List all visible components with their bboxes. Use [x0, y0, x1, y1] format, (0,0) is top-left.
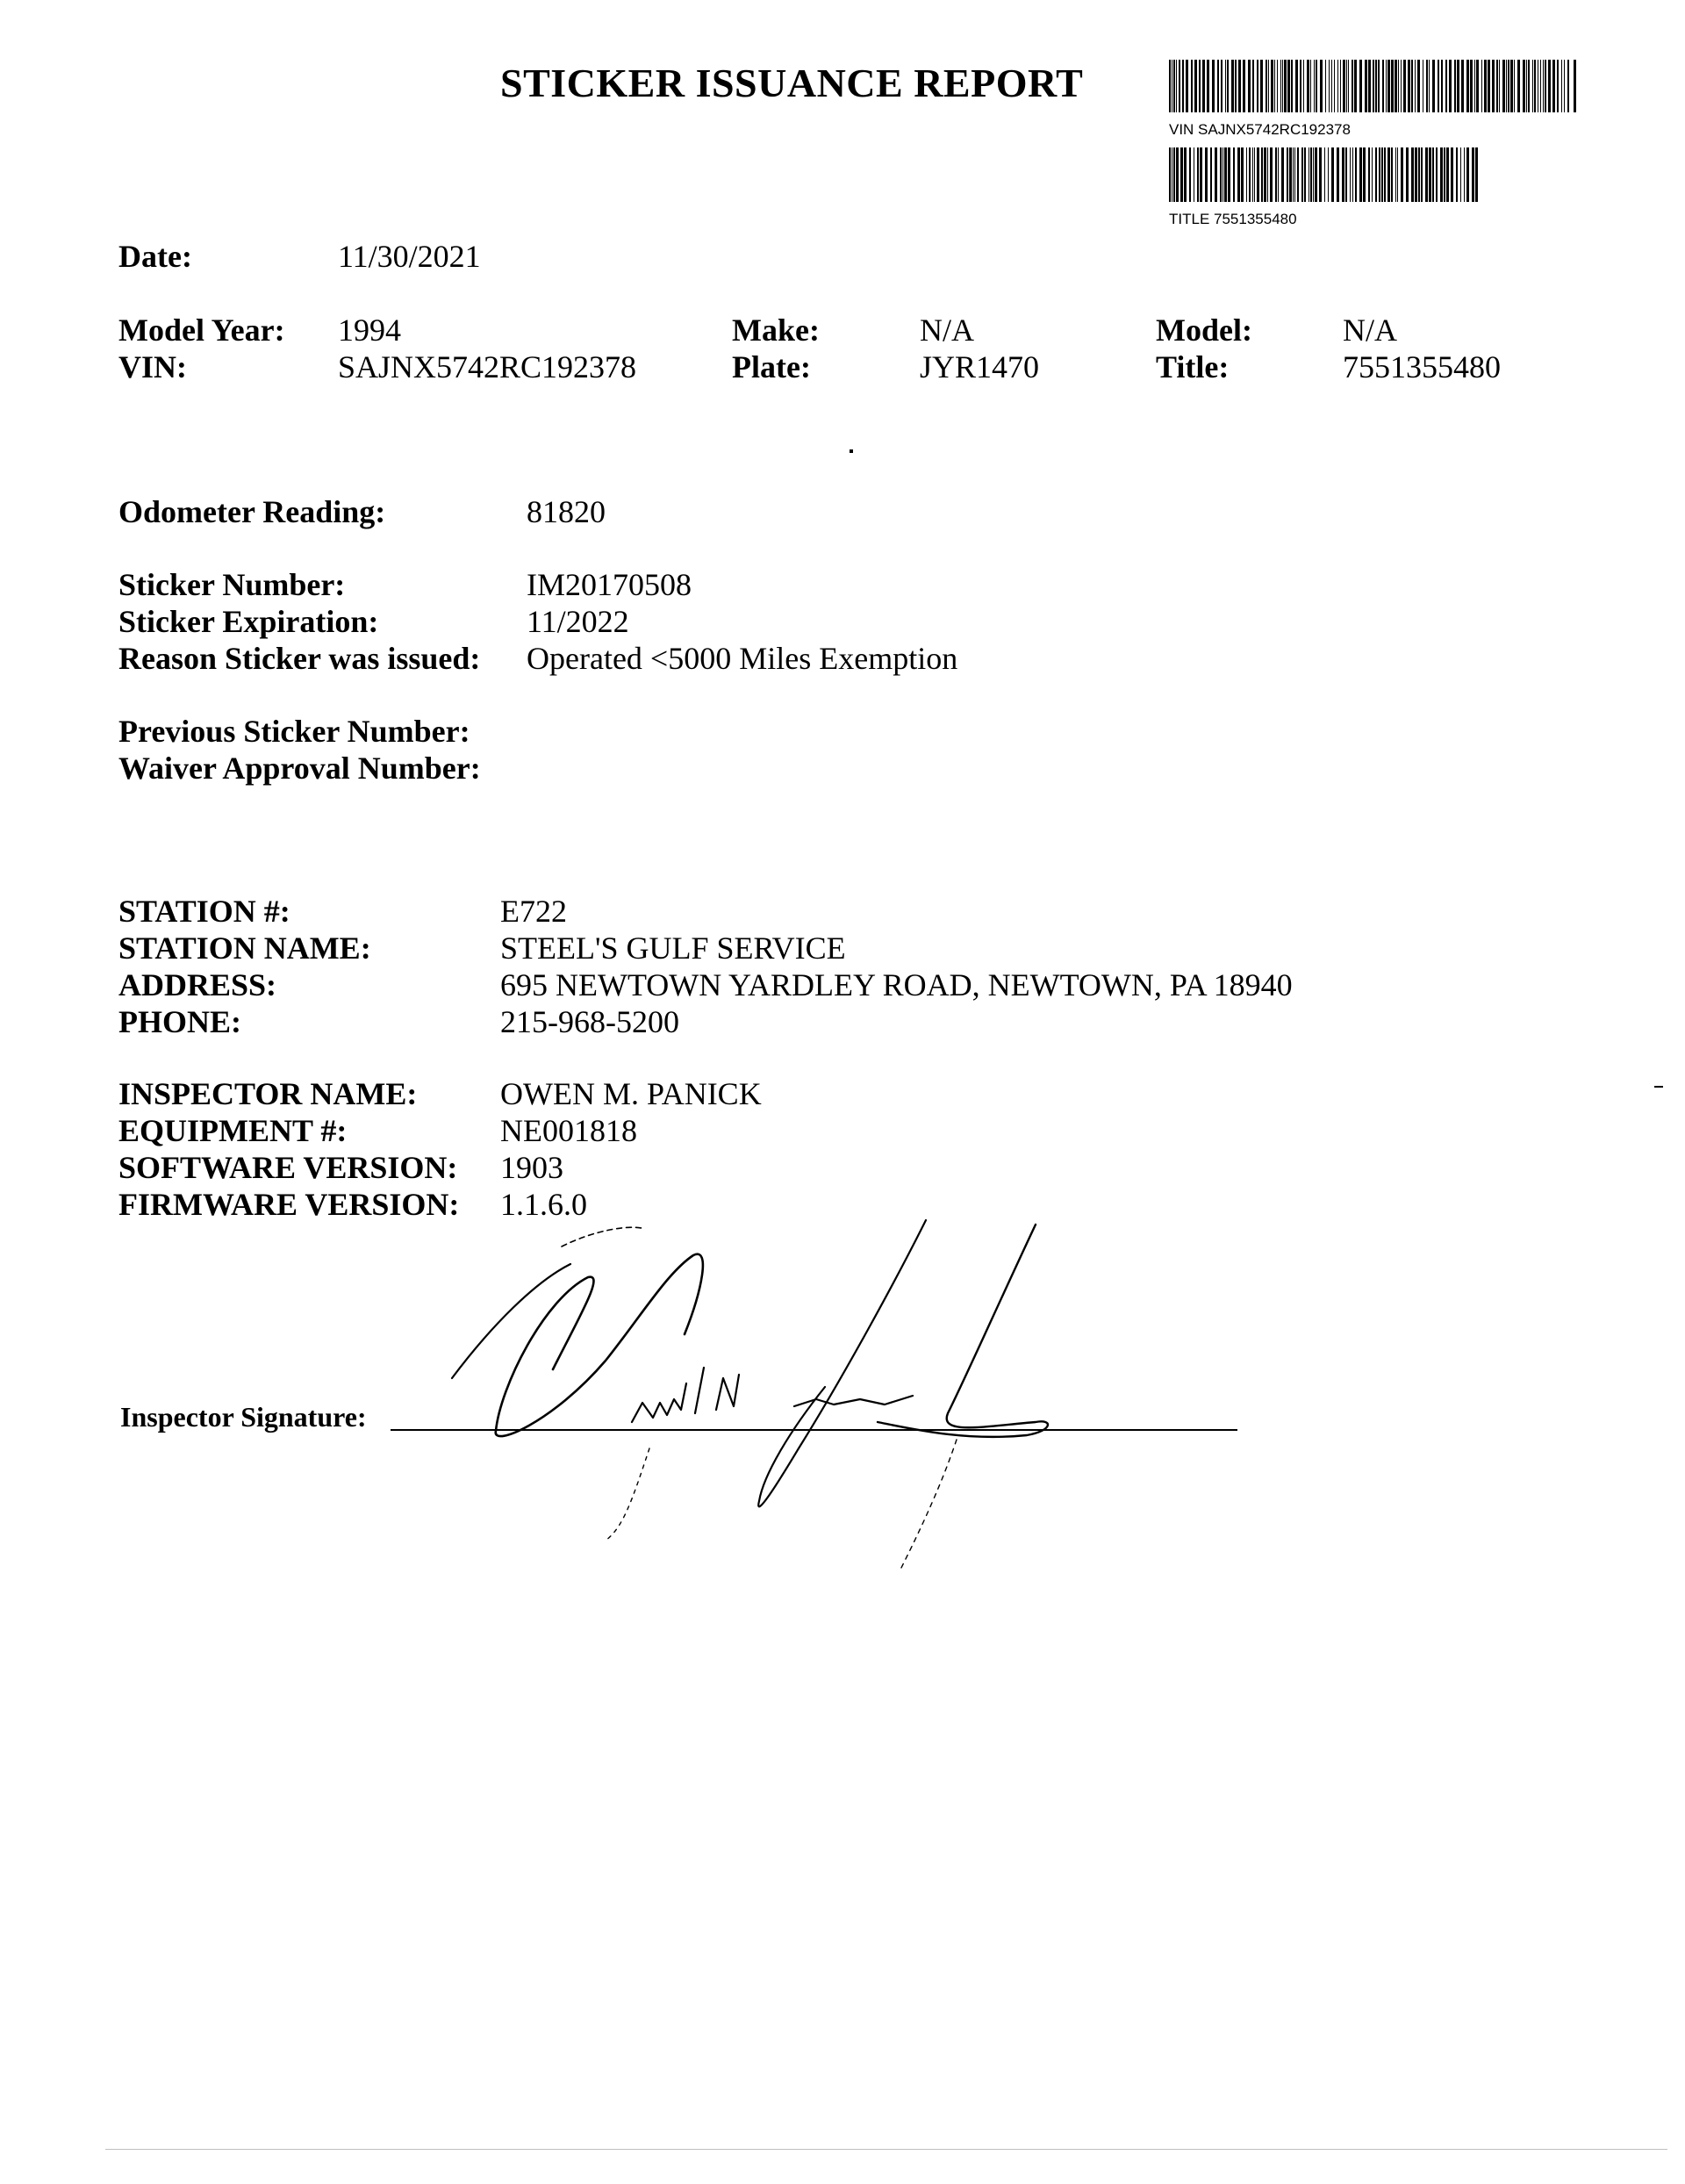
- station-name-label: STATION NAME:: [118, 930, 371, 966]
- plate-label: Plate:: [732, 349, 811, 384]
- waiver-approval-label: Waiver Approval Number:: [118, 751, 481, 786]
- station-number-label: STATION #:: [118, 894, 290, 929]
- firmware-version-label: FIRMWARE VERSION:: [118, 1187, 460, 1222]
- odometer-label: Odometer Reading:: [118, 494, 386, 529]
- firmware-version-value: 1.1.6.0: [500, 1187, 587, 1222]
- report-title: STICKER ISSUANCE REPORT: [500, 61, 1084, 105]
- title-barcode-caption: TITLE 7551355480: [1169, 211, 1297, 227]
- vin-barcode: [1169, 60, 1576, 112]
- scan-speck: [1654, 1086, 1663, 1088]
- sticker-number-value: IM20170508: [527, 567, 692, 602]
- station-address-value: 695 NEWTOWN YARDLEY ROAD, NEWTOWN, PA 18940: [500, 967, 1293, 1002]
- make-label: Make:: [732, 313, 820, 348]
- sticker-reason-value: Operated <5000 Miles Exemption: [527, 641, 958, 676]
- make-value: N/A: [920, 313, 974, 348]
- model-year-label: Model Year:: [118, 313, 285, 348]
- scan-mark-bottom: [105, 2149, 1667, 2150]
- model-label: Model:: [1156, 313, 1252, 348]
- station-phone-label: PHONE:: [118, 1004, 241, 1039]
- date-label: Date:: [118, 239, 192, 274]
- vin-barcode-caption: VIN SAJNX5742RC192378: [1169, 121, 1351, 138]
- station-phone-value: 215-968-5200: [500, 1004, 679, 1039]
- equipment-label: EQUIPMENT #:: [118, 1113, 348, 1148]
- barcode-icon: [1169, 147, 1478, 202]
- signature-label: Inspector Signature:: [120, 1401, 367, 1433]
- handwritten-signature: [421, 1211, 1211, 1580]
- sticker-reason-label: Reason Sticker was issued:: [118, 641, 481, 676]
- vin-value: SAJNX5742RC192378: [338, 349, 637, 384]
- software-version-value: 1903: [500, 1150, 563, 1185]
- title-value: 7551355480: [1343, 349, 1501, 384]
- equipment-value: NE001818: [500, 1113, 637, 1148]
- barcode-icon: [1169, 60, 1576, 112]
- station-name-value: STEEL'S GULF SERVICE: [500, 930, 846, 966]
- software-version-label: SOFTWARE VERSION:: [118, 1150, 458, 1185]
- plate-value: JYR1470: [920, 349, 1040, 384]
- previous-sticker-label: Previous Sticker Number:: [118, 714, 470, 749]
- station-number-value: E722: [500, 894, 567, 929]
- inspector-name-value: OWEN M. PANICK: [500, 1076, 762, 1111]
- scan-speck: [850, 449, 853, 453]
- date-value: 11/30/2021: [338, 239, 481, 274]
- odometer-value: 81820: [527, 494, 606, 529]
- sticker-number-label: Sticker Number:: [118, 567, 346, 602]
- model-value: N/A: [1343, 313, 1397, 348]
- sticker-expiration-value: 11/2022: [527, 604, 629, 639]
- sticker-expiration-label: Sticker Expiration:: [118, 604, 379, 639]
- model-year-value: 1994: [338, 313, 401, 348]
- title-label: Title:: [1156, 349, 1230, 384]
- station-address-label: ADDRESS:: [118, 967, 277, 1002]
- vin-label: VIN:: [118, 349, 187, 384]
- inspector-name-label: INSPECTOR NAME:: [118, 1076, 418, 1111]
- title-barcode: [1169, 147, 1478, 202]
